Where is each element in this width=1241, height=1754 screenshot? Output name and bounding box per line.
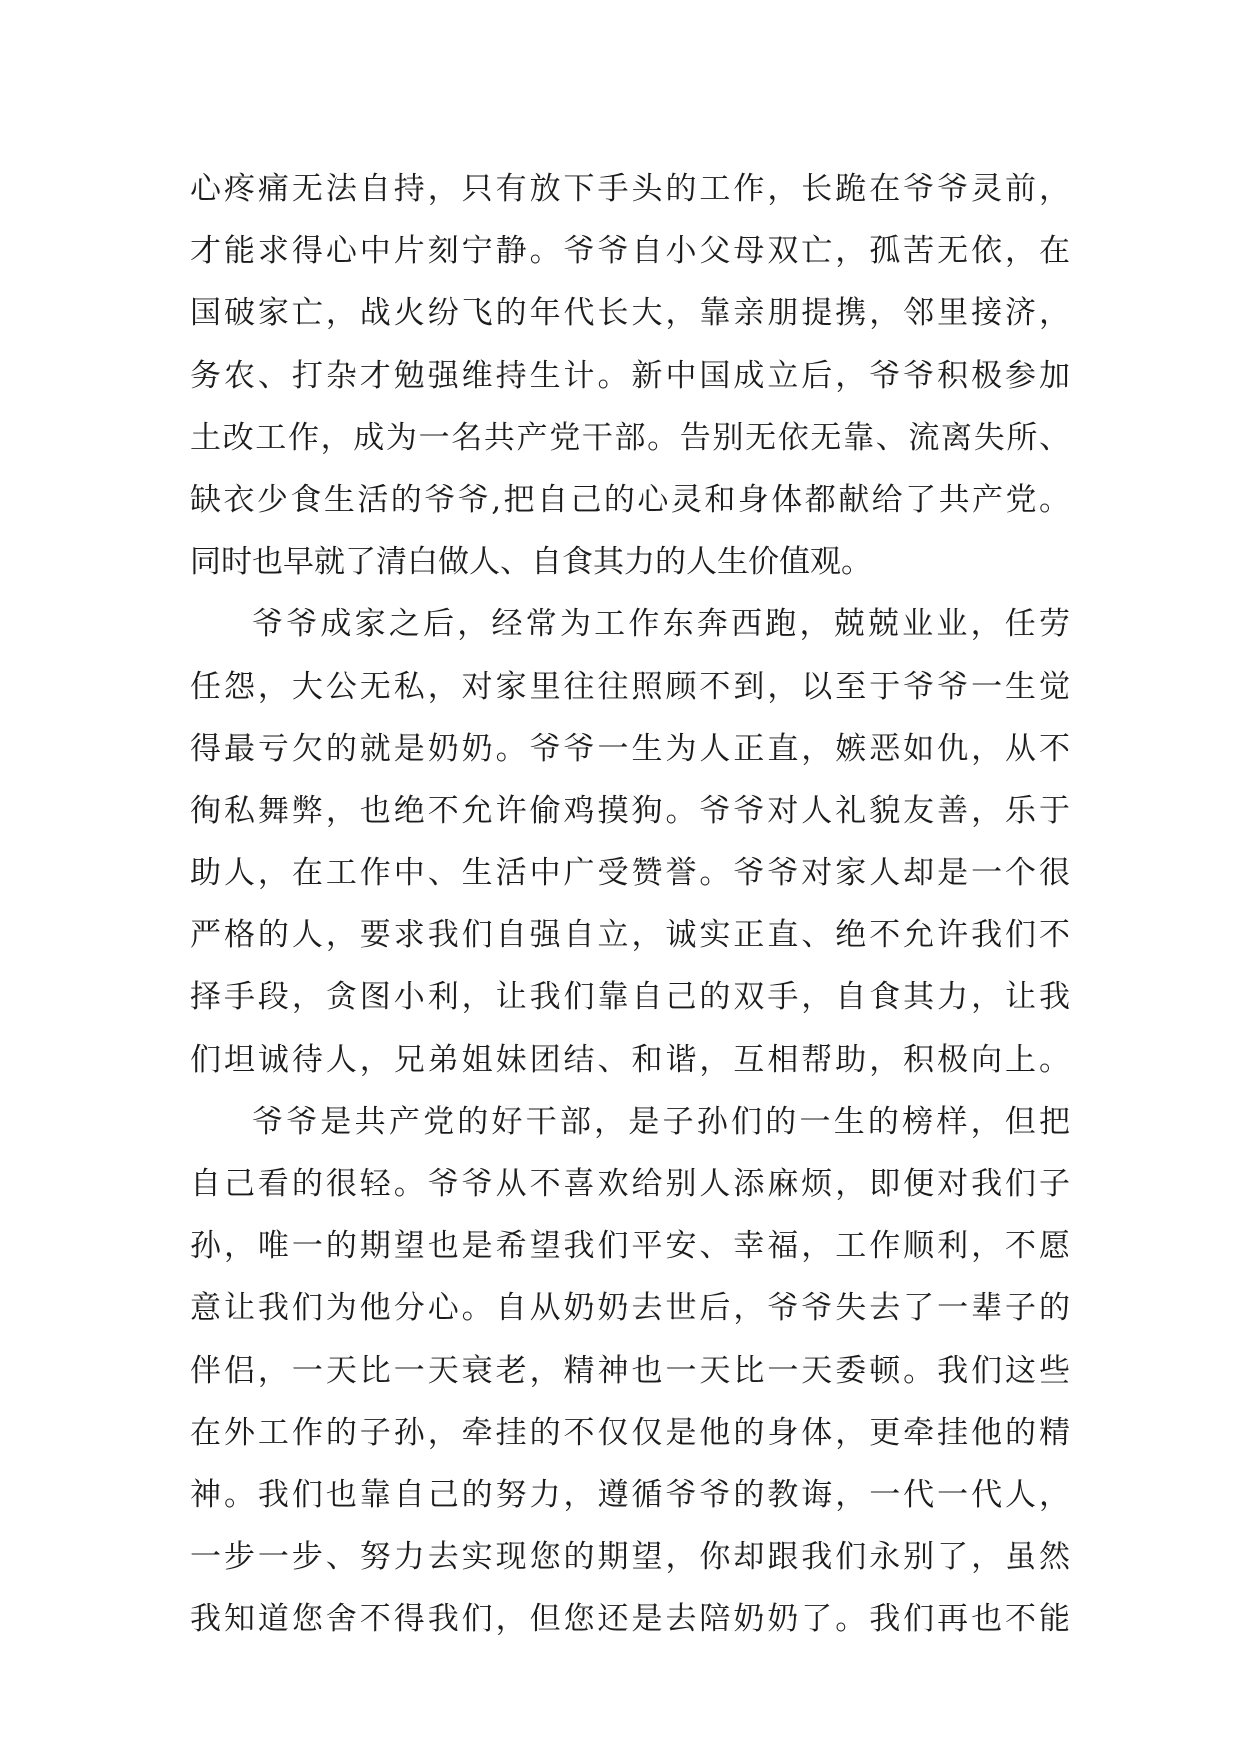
- text-line: 孙，唯一的期望也是希望我们平安、幸福，工作顺利，不愿: [190, 1228, 1070, 1265]
- text-line: 任怨，大公无私，对家里往往照顾不到，以至于爷爷一生觉: [190, 668, 1070, 705]
- text-line: 同时也早就了清白做人、自食其力的人生价值观。: [190, 544, 872, 581]
- text-line: 缺衣少食生活的爷爷,把自己的心灵和身体都献给了共产党。: [190, 481, 1070, 518]
- text-line: 严格的人，要求我们自强自立，诚实正直、绝不允许我们不: [190, 917, 1070, 954]
- text-line: 们坦诚待人，兄弟姐妹团结、和谐，互相帮助，积极向上。: [190, 1041, 1070, 1078]
- text-line: 务农、打杂才勉强维持生计。新中国成立后，爷爷积极参加: [190, 357, 1070, 394]
- paragraph-first-line: 爷爷成家之后，经常为工作东奔西跑，兢兢业业，任劳: [252, 606, 1070, 643]
- text-line: 神。我们也靠自己的努力，遵循爷爷的教诲，一代一代人，: [190, 1476, 1070, 1513]
- paragraph-first-line: 爷爷是共产党的好干部，是子孙们的一生的榜样，但把: [252, 1103, 1070, 1140]
- document-body: [190, 158, 1070, 1651]
- text-line: 助人，在工作中、生活中广受赞誉。爷爷对家人却是一个很: [190, 855, 1070, 892]
- text-line: 自己看的很轻。爷爷从不喜欢给别人添麻烦，即便对我们子: [190, 1166, 1070, 1202]
- text-line: 才能求得心中片刻宁静。爷爷自小父母双亡，孤苦无依，在: [190, 233, 1070, 270]
- text-line: 择手段，贪图小利，让我们靠自己的双手，自食其力，让我: [190, 979, 1070, 1016]
- text-line: 国破家亡，战火纷飞的年代长大，靠亲朋提携，邻里接济，: [190, 295, 1070, 332]
- text-line: 意让我们为他分心。自从奶奶去世后，爷爷失去了一辈子的: [190, 1290, 1070, 1327]
- text-line: 徇私舞弊，也绝不允许偷鸡摸狗。爷爷对人礼貌友善，乐于: [190, 792, 1070, 829]
- text-line: 在外工作的子孙，牵挂的不仅仅是他的身体，更牵挂他的精: [190, 1414, 1070, 1451]
- text-line: 我知道您舍不得我们，但您还是去陪奶奶了。我们再也不能: [190, 1601, 1070, 1638]
- text-line: 心疼痛无法自持，只有放下手头的工作，长跪在爷爷灵前，: [190, 171, 1070, 207]
- text-line: 一步一步、努力去实现您的期望，你却跟我们永别了，虽然: [190, 1539, 1070, 1576]
- text-line: 土改工作，成为一名共产党干部。告别无依无靠、流离失所、: [190, 419, 1070, 456]
- text-line: 伴侣，一天比一天衰老，精神也一天比一天委顿。我们这些: [190, 1352, 1070, 1389]
- text-line: 得最亏欠的就是奶奶。爷爷一生为人正直，嫉恶如仇，从不: [190, 730, 1070, 767]
